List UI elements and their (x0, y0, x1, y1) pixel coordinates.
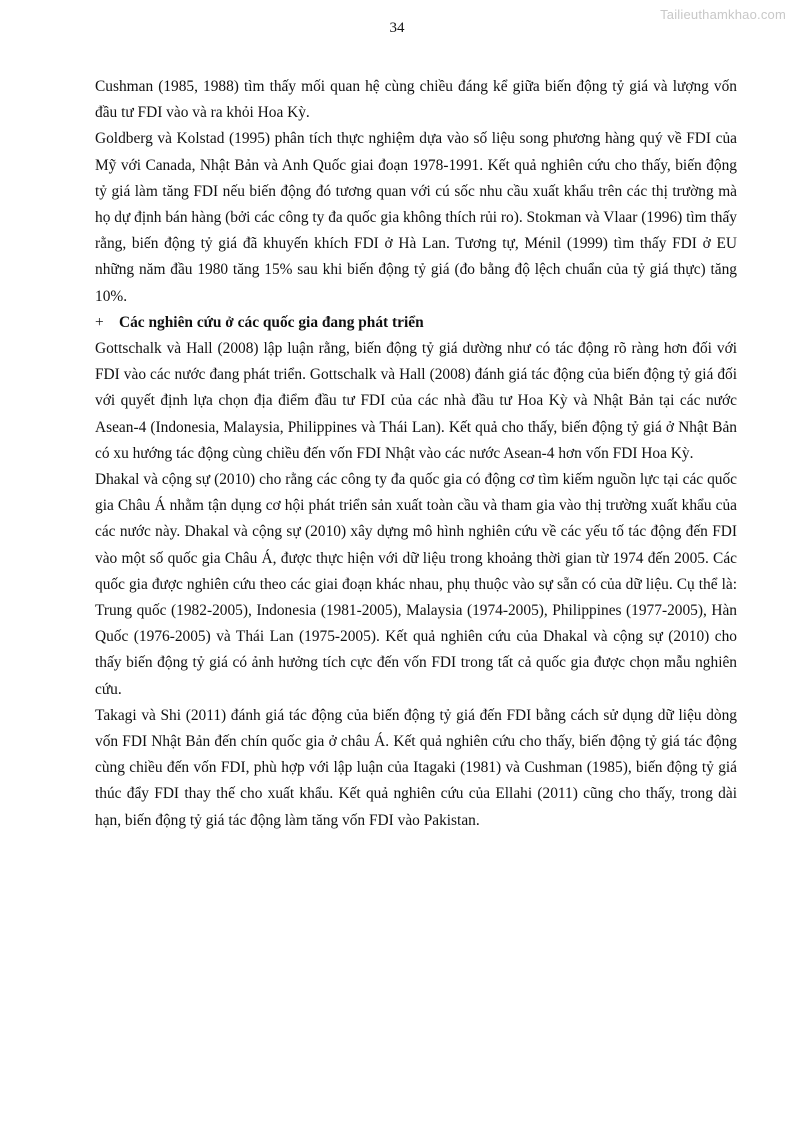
page-number: 34 (389, 20, 405, 36)
paragraph-goldberg-kolstad: Goldberg và Kolstad (1995) phân tích thực nghiệm dựa vào số liệu song phương hàng quý về FDI của Mỹ với Canada, Nhật Bản và Anh Quốc giai đoạn 1978-1991. Kết quả nghiên cứu cho thấy, biến động tỷ giá làm tăng FDI nếu biến động đó tương quan với cú sốc nhu cầu xuất khẩu trên các thị trường mà họ dự định bán hàng (bởi các công ty đa quốc gia không thích rủi ro). Stokman và Vlaar (1996) tìm thấy rằng, biến động tỷ giá đã khuyến khích FDI ở Hà Lan. Tương tự, Ménil (1999) tìm thấy FDI ở EU những năm đầu 1980 tăng 15% sau khi biến động tỷ giá (đo bằng độ lệch chuẩn của tỷ giá thực) tăng 10%. (95, 130, 737, 305)
page-body (95, 74, 737, 834)
paragraph-cushman: Cushman (1985, 1988) tìm thấy mối quan hệ cùng chiều đáng kể giữa biến động tỷ giá và lượng vốn đầu tư FDI vào và ra khỏi Hoa Kỳ. (95, 78, 737, 122)
heading-text: Các nghiên cứu ở các quốc gia đang phát triển (119, 313, 424, 331)
watermark: Tailieuthamkhao.com (660, 7, 786, 22)
section-heading (95, 310, 737, 336)
paragraph-dhakal: Dhakal và cộng sự (2010) cho rằng các công ty đa quốc gia có động cơ tìm kiếm nguồn lực tại các quốc gia Châu Á nhằm tận dụng cơ hội phát triển sản xuất toàn cầu và tham gia vào thị trường xuất khẩu của các nước này. Dhakal và cộng sự (2010) xây dựng mô hình nghiên cứu về các yếu tố tác động đến FDI vào một số quốc gia Châu Á, được thực hiện với dữ liệu trong khoảng thời gian từ 1974 đến 2005. Các quốc gia được nghiên cứu theo các giai đoạn khác nhau, phụ thuộc vào sự sẵn có của dữ liệu. Cụ thể là: Trung quốc (1982-2005), Indonesia (1981-2005), Malaysia (1974-2005), Philippines (1977-2005), Hàn Quốc (1976-2005) và Thái Lan (1975-2005). Kết quả nghiên cứu của Dhakal và cộng sự (2010) cho thấy biến động tỷ giá có ảnh hưởng tích cực đến vốn FDI trong tất cả quốc gia được chọn mẫu nghiên cứu. (95, 471, 737, 698)
paragraph-gottschalk-hall: Gottschalk và Hall (2008) lập luận rằng, biến động tỷ giá dường như có tác động rõ ràng hơn đối với FDI vào các nước đang phát triển. Gottschalk và Hall (2008) đánh giá tác động của biến động tỷ giá đối với quyết định lựa chọn địa điểm đầu tư FDI của các nhà đầu tư Hoa Kỳ và Nhật Bản tại các nước Asean-4 (Indonesia, Malaysia, Philippines và Thái Lan). Kết quả cho thấy, biến động tỷ giá ở Nhật Bản có xu hướng tác động cùng chiều đến vốn FDI Nhật vào các nước Asean-4 hơn vốn FDI Hoa Kỳ. (95, 340, 737, 462)
paragraph-takagi-shi: Takagi và Shi (2011) đánh giá tác động của biến động tỷ giá đến FDI bằng cách sử dụng dữ liệu dòng vốn FDI Nhật Bản đến chín quốc gia ở châu Á. Kết quả nghiên cứu cho thấy, biến động tỷ giá tác động cùng chiều đến vốn FDI, phù hợp với lập luận của Itagaki (1981) và Cushman (1985), biến động tỷ giá thúc đẩy FDI thay thế cho xuất khẩu. Kết quả nghiên cứu của Ellahi (2011) cũng cho thấy, trong dài hạn, biến động tỷ giá tác động làm tăng vốn FDI vào Pakistan. (95, 706, 737, 829)
heading-bullet: + (95, 313, 104, 331)
